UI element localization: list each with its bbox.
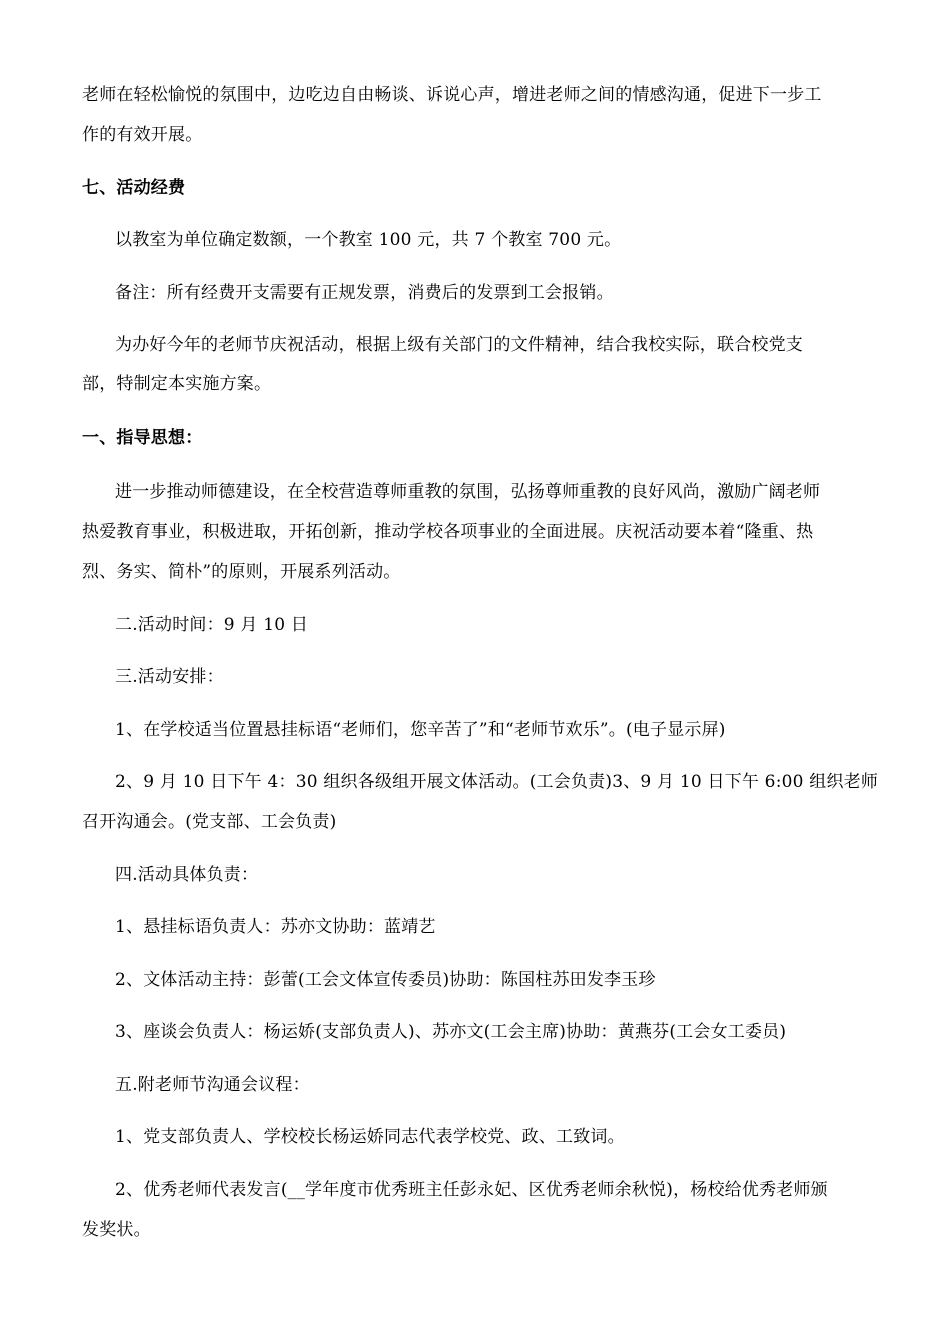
section-heading: 一、指导思想： xyxy=(82,428,203,448)
paragraph-line: 五.附老师节沟通会议程： xyxy=(115,1075,310,1095)
paragraph-line: 为办好今年的老师节庆祝活动，根据上级有关部门的文件精神，结合我校实际，联合校党支 xyxy=(115,335,803,355)
paragraph-line: 烈、务实、简朴”的原则，开展系列活动。 xyxy=(82,562,401,582)
paragraph-line: 2、9 月 10 日下午 4：30 组织各级组开展文体活动。(工会负责)3、9 月 10 日下午 6:00 组织老师 xyxy=(115,772,879,792)
paragraph-line: 2、优秀老师代表发言(__学年度市优秀班主任彭永妃、区优秀老师余秋悦)，杨校给优秀老师颁 xyxy=(115,1180,828,1200)
paragraph-line: 1、悬挂标语负责人：苏亦文协助：蓝靖艺 xyxy=(115,917,436,937)
paragraph-line: 备注：所有经费开支需要有正规发票，消费后的发票到工会报销。 xyxy=(115,283,614,303)
paragraph-line: 进一步推动师德建设，在全校营造尊师重教的氛围，弘扬尊师重教的良好风尚，激励广阔老师 xyxy=(115,482,821,502)
paragraph-line: 四.活动具体负责： xyxy=(115,865,259,885)
paragraph-line: 部，特制定本实施方案。 xyxy=(82,374,272,394)
paragraph-line: 三.活动安排： xyxy=(115,667,224,687)
paragraph-line: 召开沟通会。(党支部、工会负责) xyxy=(82,812,337,832)
paragraph-line: 2、文体活动主持：彭蕾(工会文体宣传委员)协助：陈国柱苏田发李玉珍 xyxy=(115,970,656,990)
paragraph-line: 老师在轻松愉悦的氛围中，边吃边自由畅谈、诉说心声，增进老师之间的情感沟通，促进下一步工 xyxy=(82,85,822,105)
paragraph-line: 热爱教育事业，积极进取，开拓创新，推动学校各项事业的全面进展。庆祝活动要本着“隆重、热 xyxy=(82,522,814,542)
paragraph-line: 发奖状。 xyxy=(82,1220,151,1240)
section-heading: 七、活动经费 xyxy=(82,178,186,198)
paragraph-line: 1、在学校适当位置悬挂标语“老师们，您辛苦了”和“老师节欢乐”。(电子显示屏) xyxy=(115,720,726,740)
paragraph-line: 作的有效开展。 xyxy=(82,125,203,145)
paragraph-line: 二.活动时间：9 月 10 日 xyxy=(115,615,309,635)
paragraph-line: 以教室为单位确定数额，一个教室 100 元，共 7 个教室 700 元。 xyxy=(115,230,622,250)
paragraph-line: 3、座谈会负责人：杨运娇(支部负责人)、苏亦文(工会主席)协助：黄燕芬(工会女工委员) xyxy=(115,1022,787,1042)
paragraph-line: 1、党支部负责人、学校校长杨运娇同志代表学校党、政、工致词。 xyxy=(115,1127,625,1147)
